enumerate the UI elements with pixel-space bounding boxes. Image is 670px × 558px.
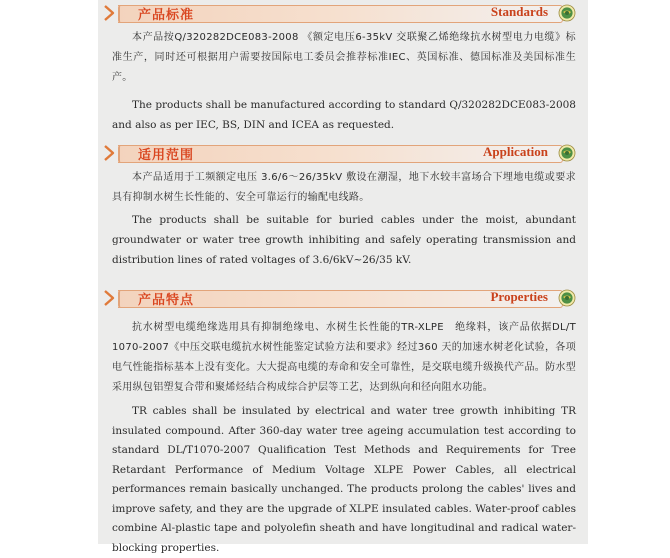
section-title-zh: 产品标准	[138, 8, 195, 23]
globe-badge-icon	[558, 4, 576, 22]
section-standards	[98, 3, 588, 135]
paragraph-en: TR cables shall be insulated by electrical and water tree growth inhibiting TR insulated compound. After 360-day water tree ageing accumulation test according to standard DL/T1070-2007 Qualification Test Methods and Requirements for Tree Retardant Performance of Medium Voltage XLPE Power Cables, all electrical performances remain basically unchanged. The products prolong the cables' lives and improve safety, and they are the upgrade of XLPE insulated cables. Water-proof cables combine Al-plastic tape and polyolefin sheath and have longitudinal and radical water-blocking properties.	[112, 405, 576, 554]
chevron-right-icon	[102, 144, 116, 162]
chevron-right-icon	[102, 4, 116, 22]
chevron-right-icon	[102, 289, 116, 307]
globe-badge-icon	[558, 289, 576, 307]
globe-badge-icon	[558, 144, 576, 162]
paragraph-zh: 本产品按Q/320282DCE083-2008 《额定电压6-35kV 交联聚乙烯绝缘抗水树型电力电缆》标准生产，同时还可根据用户需要按国际电工委员会推荐标准IEC、英国标准、德国标准及美国标准生产。	[112, 32, 576, 83]
section-header	[98, 3, 588, 25]
paragraph-zh: 抗水树型电缆绝缘选用具有抑制绝缘电、水树生长性能的TR-XLPE 绝缘料，该产品依据DL/T 1070-2007《中压交联电缆抗水树性能鉴定试验方法和要求》经过360 天的加速水树老化试验，各项电气性能指标基本上没有变化。大大提高电缆的寿命和安全可靠性，是交联电缆升级换代产品。防水型采用纵包铝塑复合带和聚烯烃结合构成综合护层等工艺，达到纵向和径向阻水功能。	[112, 322, 576, 393]
paragraph-en: The products shall be manufactured according to standard Q/320282DCE083-2008 and also as per IEC, BS, DIN and ICEA as requested.	[112, 99, 576, 131]
section-title-en: Standards	[490, 4, 548, 19]
section-title-en: Application	[482, 144, 548, 159]
paragraph-zh: 本产品适用于工频额定电压 3.6/6～26/35kV 敷设在潮湿，地下水较丰富场合下埋地电缆或要求具有抑制水树生长性能的、安全可靠运行的输配电线路。	[112, 172, 576, 203]
paragraph-en: The products shall be suitable for buried cables under the moist, abundant groundwater or water tree growth inhibiting and safely operating transmission and distribution lines of rated voltages of 3.6/6kV~26/35 kV.	[112, 214, 576, 266]
section-title-zh: 产品特点	[138, 293, 195, 308]
section-title-zh: 适用范围	[138, 148, 195, 163]
section-header	[98, 288, 588, 310]
section-header	[98, 143, 588, 165]
section-properties	[98, 288, 588, 558]
section-title-en: Properties	[490, 289, 548, 304]
section-application	[98, 143, 588, 270]
